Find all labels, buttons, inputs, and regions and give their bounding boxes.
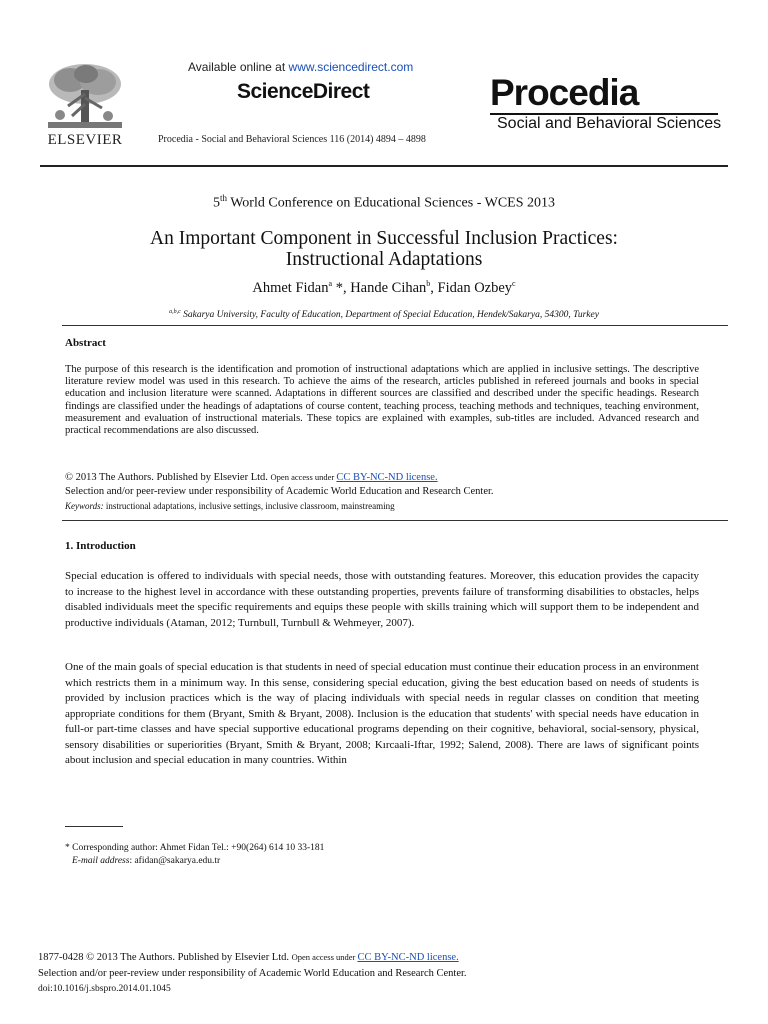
bottom-issn: 1877-0428 © 2013 The Authors. Published by Elsevier Ltd.: [38, 952, 292, 963]
email-address: : afidan@sakarya.edu.tr: [129, 856, 221, 866]
author-2: , Hande Cihan: [342, 279, 427, 296]
open-access-text: Open access under: [270, 472, 337, 482]
sciencedirect-url-link[interactable]: www.sciencedirect.com: [288, 60, 414, 74]
abstract-bottom-divider: [62, 520, 728, 521]
available-prefix: Available online at: [188, 60, 289, 74]
corresponding-mark: *: [332, 279, 343, 296]
author-2-affiliation: b: [426, 279, 431, 288]
paper-title-line-2: Instructional Adaptations: [285, 249, 483, 270]
introduction-heading: 1. Introduction: [65, 540, 136, 552]
bottom-copyright-line: [38, 952, 459, 963]
copyright-line: [65, 472, 438, 483]
introduction-paragraph-2: One of the main goals of special education is that students in need of special education must continue their education process in an environment which restricts them in a minimum way. In this sense, considering special education, giving the best education based on needs of students is provided by inclusion practices which is the way of placing individuals with special needs in regular classes on condition that meeting appropriate conditions for them (Bryant, Smith & Bryant, 2008). Inclusion is the education that students' with special needs have education in full-or part-time classes and have special supportive educational programs depending on their cognitive, behavioral, social-sensory, physical, sensory disabilities or superiorities (Bryant, Smith & Bryant, 2008; Kırcaali-Iftar, 1992; Salend, 2008). There are laws of significant points about inclusion and special education in many countries. Within: [65, 661, 699, 766]
author-list: [40, 279, 728, 297]
doi[interactable]: doi:10.1016/j.sbspro.2014.01.1045: [38, 984, 171, 994]
corresponding-author-note: * Corresponding author: Ahmet Fidan Tel.: +90(264) 614 10 33-181: [65, 843, 325, 853]
license-link[interactable]: CC BY-NC-ND license.: [336, 472, 438, 483]
affiliation-marks: a,b,c: [169, 309, 181, 315]
author-1: Ahmet Fidan: [252, 279, 329, 296]
keywords-line: [65, 501, 395, 511]
conference-name: [40, 193, 728, 212]
elsevier-logo: [40, 60, 130, 150]
copyright-text: © 2013 The Authors. Published by Elsevier Ltd.: [65, 472, 271, 483]
bottom-peer-review: Selection and/or peer-review under responsibility of Academic World Education and Research Center.: [38, 968, 467, 979]
conference-number: 5: [212, 195, 220, 211]
sciencedirect-logo: ScienceDirect: [237, 80, 370, 103]
procedia-subtitle: Social and Behavioral Sciences: [497, 115, 722, 132]
elsevier-tree-icon: [40, 60, 130, 132]
author-3-affiliation: c: [512, 279, 516, 288]
peer-review-line: Selection and/or peer-review under responsibility of Academic World Education and Research Center.: [65, 486, 494, 497]
keywords-text: instructional adaptations, inclusive settings, inclusive classroom, mainstreaming: [103, 501, 395, 511]
bottom-license-link[interactable]: CC BY-NC-ND license.: [357, 952, 459, 963]
footnote-divider: [65, 826, 123, 827]
email-label: E-mail address: [72, 856, 130, 866]
conference-title: World Conference on Educational Sciences - WCES 2013: [226, 195, 556, 211]
keywords-label: Keywords:: [65, 501, 104, 511]
paper-title-line-1: An Important Component in Successful Inclusion Practices:: [150, 228, 618, 249]
elsevier-wordmark: ELSEVIER: [47, 132, 123, 148]
abstract-heading: Abstract: [65, 337, 106, 349]
abstract-top-divider: [62, 325, 728, 326]
available-online: [188, 60, 413, 74]
affiliation-text: Sakarya University, Faculty of Education, Department of Special Education, Hendek/Sakarya, 54300, Turkey: [183, 310, 599, 321]
introduction-paragraph-1: Special education is offered to individuals with special needs, those with outstanding features. Moreover, this education provides the capacity to increase to the highest level in accordance with these outstanding properties, prevents failure of transforming disabilities to obstacles, helps disabled individuals meet the specific requirements and equips these people with skills training which will support them to be independent and productive individuals (Ataman, 2012; Turnbull, Turnbull & Wehmeyer, 2007).: [65, 570, 699, 629]
abstract-text: The purpose of this research is the identification and promotion of instructional adaptations which are applied in inclusive settings. The descriptive literature review model was used in this research. To achieve the aims of the research, articles published in refereed journals and books in special education and inclusion literature were scanned. Adaptations in different sources are classified and described under the specific headings. Research findings are classified under the headings of adaptations of course content, teaching process, teaching methods and techniques, teaching environment, measurement and evaluation of instructional materials. These topics are explained with examples, sub-titles are included. Advanced research and practical recommendations are also discussed.: [65, 364, 699, 437]
email-note: [72, 856, 220, 866]
procedia-title: Procedia: [490, 72, 639, 113]
conference-suffix: th: [219, 193, 227, 203]
affiliation: [40, 309, 728, 320]
header-divider: [40, 165, 728, 167]
paper-title: [40, 228, 728, 270]
author-1-affiliation: a: [328, 279, 333, 288]
journal-reference: Procedia - Social and Behavioral Sciences 116 (2014) 4894 – 4898: [158, 134, 426, 145]
bottom-open-access: Open access under: [291, 952, 358, 962]
author-3: , Fidan Ozbey: [430, 279, 513, 296]
